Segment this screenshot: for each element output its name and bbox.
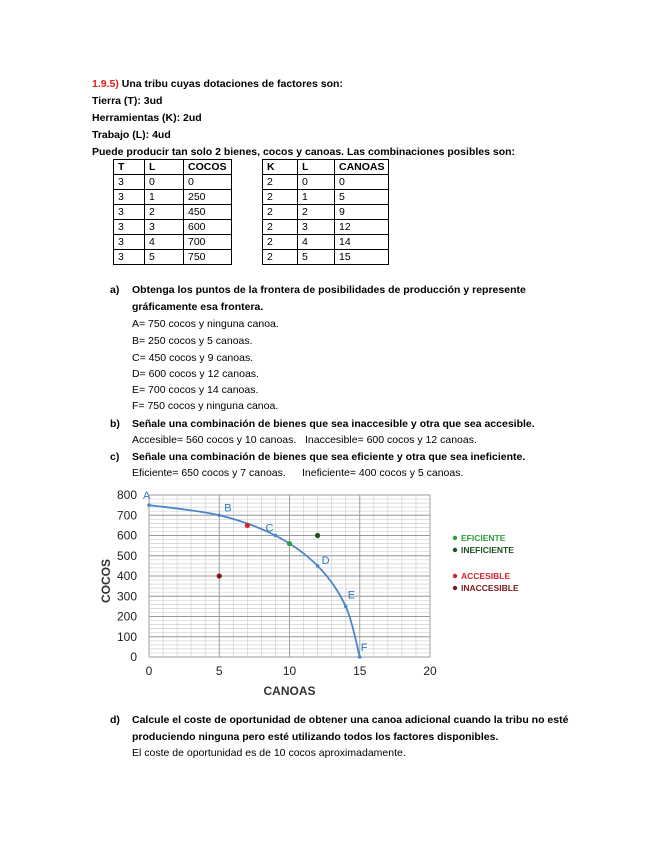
canoas-table-header-2: CANOAS bbox=[335, 160, 389, 175]
y-tick-label: 700 bbox=[116, 508, 137, 523]
y-tick-label: 600 bbox=[116, 528, 137, 543]
question-a-line1: Obtenga los puntos de la frontera de posibilidades de producción y represente bbox=[132, 284, 526, 296]
point-accesible bbox=[245, 523, 250, 528]
frontier-line bbox=[149, 505, 360, 657]
frontier-point-label: B bbox=[224, 502, 232, 515]
frontier-point-label: F bbox=[360, 642, 368, 654]
question-c-label: c) bbox=[110, 451, 120, 463]
frontier-point bbox=[358, 655, 362, 659]
canoas-table-cell: 2 bbox=[263, 205, 298, 220]
canoas-table-cell: 0 bbox=[335, 175, 389, 190]
canoas-table-cell: 5 bbox=[298, 250, 335, 265]
y-tick-label: 800 bbox=[116, 488, 137, 502]
legend-label: ACCESIBLE bbox=[461, 571, 511, 581]
frontier-point-label: E bbox=[347, 589, 356, 602]
canoas-table-cell: 12 bbox=[335, 220, 389, 235]
canoas-table-cell: 0 bbox=[298, 175, 335, 190]
answer-b-accessible: Accesible= 560 cocos y 10 canoas. bbox=[132, 434, 297, 446]
cocos-table-header-1: L bbox=[145, 160, 184, 175]
answer-c-inefficient: Ineficiente= 400 cocos y 5 canoas. bbox=[302, 467, 464, 479]
canoas-table-cell: 15 bbox=[335, 250, 389, 265]
answer-a-0: A= 750 cocos y ninguna canoa. bbox=[132, 318, 279, 330]
legend-label: INEFICIENTE bbox=[461, 545, 514, 555]
answer-a-1: B= 250 cocos y 5 canoas. bbox=[132, 335, 253, 347]
y-tick-label: 100 bbox=[116, 629, 137, 644]
question-b-text: Señale una combinación de bienes que sea inaccesible y otra que sea accesible. bbox=[132, 418, 535, 430]
cocos-table-cell: 2 bbox=[145, 205, 184, 220]
answer-d: El coste de oportunidad es de 10 cocos aproximadamente. bbox=[132, 747, 406, 759]
cocos-table-header-0: T bbox=[114, 160, 145, 175]
canoas-table-cell: 2 bbox=[263, 175, 298, 190]
cocos-table-cell: 5 bbox=[145, 250, 184, 265]
labor-endowment: Trabajo (L): 4ud bbox=[92, 129, 171, 141]
canoas-table-cell: 1 bbox=[298, 190, 335, 205]
canoas-table-cell: 2 bbox=[263, 220, 298, 235]
cocos-table-cell: 3 bbox=[114, 220, 145, 235]
canoas-table-cell: 3 bbox=[298, 220, 335, 235]
cocos-table-cell: 0 bbox=[145, 175, 184, 190]
statement: Puede producir tan solo 2 bienes, cocos y canoas. Las combinaciones posibles son: bbox=[92, 146, 516, 158]
canoas-table-cell: 9 bbox=[335, 205, 389, 220]
legend-marker bbox=[453, 536, 457, 540]
canoas-table-cell: 14 bbox=[335, 235, 389, 250]
legend-marker bbox=[453, 574, 457, 578]
cocos-table-cell: 750 bbox=[184, 250, 232, 265]
cocos-table-cell: 3 bbox=[145, 220, 184, 235]
cocos-table-cell: 600 bbox=[184, 220, 232, 235]
answer-c-efficient: Eficiente= 650 cocos y 7 canoas. bbox=[132, 467, 286, 479]
question-a-line2: gráficamente esa frontera. bbox=[132, 301, 264, 313]
cocos-table-cell: 0 bbox=[184, 175, 232, 190]
x-tick-label: 5 bbox=[215, 664, 223, 678]
intro-text: Una tribu cuyas dotaciones de factores son: bbox=[118, 78, 343, 90]
canoas-table-header-0: K bbox=[263, 160, 298, 175]
answer-a-5: F= 750 cocos y ninguna canoa. bbox=[132, 400, 279, 412]
cocos-table-cell: 450 bbox=[184, 205, 232, 220]
question-a-label: a) bbox=[110, 284, 120, 296]
x-tick-label: 0 bbox=[145, 664, 153, 678]
y-tick-label: 400 bbox=[116, 569, 137, 583]
point-ineficiente bbox=[315, 533, 320, 538]
answer-a-2: C= 450 cocos y 9 canoas. bbox=[132, 352, 254, 364]
cocos-table-cell: 3 bbox=[114, 250, 145, 265]
tools-endowment: Herramientas (K): 2ud bbox=[92, 112, 202, 124]
x-axis-label: CANOAS bbox=[263, 684, 316, 698]
point-inaccesible bbox=[217, 573, 222, 578]
frontier-point bbox=[316, 564, 320, 568]
cocos-table-cell: 3 bbox=[114, 235, 145, 250]
y-tick-label: 0 bbox=[130, 650, 137, 664]
canoas-table-cell: 2 bbox=[298, 205, 335, 220]
frontier-point bbox=[274, 534, 278, 538]
canoas-table-header-1: L bbox=[298, 160, 335, 175]
question-b-label: b) bbox=[110, 418, 120, 430]
land-endowment: Tierra (T): 3ud bbox=[92, 95, 163, 107]
frontier-point bbox=[147, 503, 151, 507]
y-tick-label: 500 bbox=[116, 548, 137, 563]
y-tick-label: 200 bbox=[116, 609, 137, 624]
exercise-number: 1.9.5) bbox=[92, 78, 119, 90]
legend-label: EFICIENTE bbox=[461, 533, 506, 543]
frontier-point bbox=[217, 513, 221, 517]
answer-a-4: E= 700 cocos y 14 canoas. bbox=[132, 384, 259, 396]
canoas-table-cell: 2 bbox=[263, 190, 298, 205]
canoas-table-cell: 2 bbox=[263, 235, 298, 250]
cocos-table-header-2: COCOS bbox=[184, 160, 232, 175]
legend-marker bbox=[453, 548, 457, 552]
question-d-label: d) bbox=[110, 714, 120, 726]
cocos-table-cell: 4 bbox=[145, 235, 184, 250]
question-c-text: Señale una combinación de bienes que sea eficiente y otra que sea ineficiente. bbox=[132, 451, 526, 463]
frontier-point-label: A bbox=[143, 490, 151, 503]
frontier-point bbox=[344, 605, 348, 609]
canoas-table-cell: 5 bbox=[335, 190, 389, 205]
canoas-table-cell: 2 bbox=[263, 250, 298, 265]
frontier-point-label: D bbox=[321, 554, 330, 567]
cocos-table-cell: 3 bbox=[114, 175, 145, 190]
x-tick-label: 10 bbox=[282, 664, 297, 678]
answer-b-inaccessible: Inaccesible= 600 cocos y 12 canoas. bbox=[305, 434, 477, 446]
canoas-table-cell: 4 bbox=[298, 235, 335, 250]
legend-label: INACCESIBLE bbox=[461, 583, 519, 593]
legend-marker bbox=[453, 586, 457, 590]
y-tick-label: 300 bbox=[116, 589, 137, 604]
point-eficiente bbox=[287, 541, 292, 546]
x-tick-label: 20 bbox=[423, 664, 437, 678]
question-d-line1: Calcule el coste de oportunidad de obtener una canoa adicional cuando la tribu no esté bbox=[132, 714, 569, 726]
frontier-point-label: C bbox=[265, 522, 274, 535]
cocos-table-cell: 250 bbox=[184, 190, 232, 205]
cocos-table-cell: 700 bbox=[184, 235, 232, 250]
question-d-line2: produciendo ninguna pero esté utilizando todos los factores disponibles. bbox=[132, 731, 499, 743]
y-axis-label: COCOS bbox=[99, 558, 113, 604]
x-tick-label: 15 bbox=[353, 664, 367, 678]
answer-a-3: D= 600 cocos y 12 canoas. bbox=[132, 368, 259, 380]
cocos-table-cell: 3 bbox=[114, 190, 145, 205]
cocos-table-cell: 1 bbox=[145, 190, 184, 205]
cocos-table-cell: 3 bbox=[114, 205, 145, 220]
